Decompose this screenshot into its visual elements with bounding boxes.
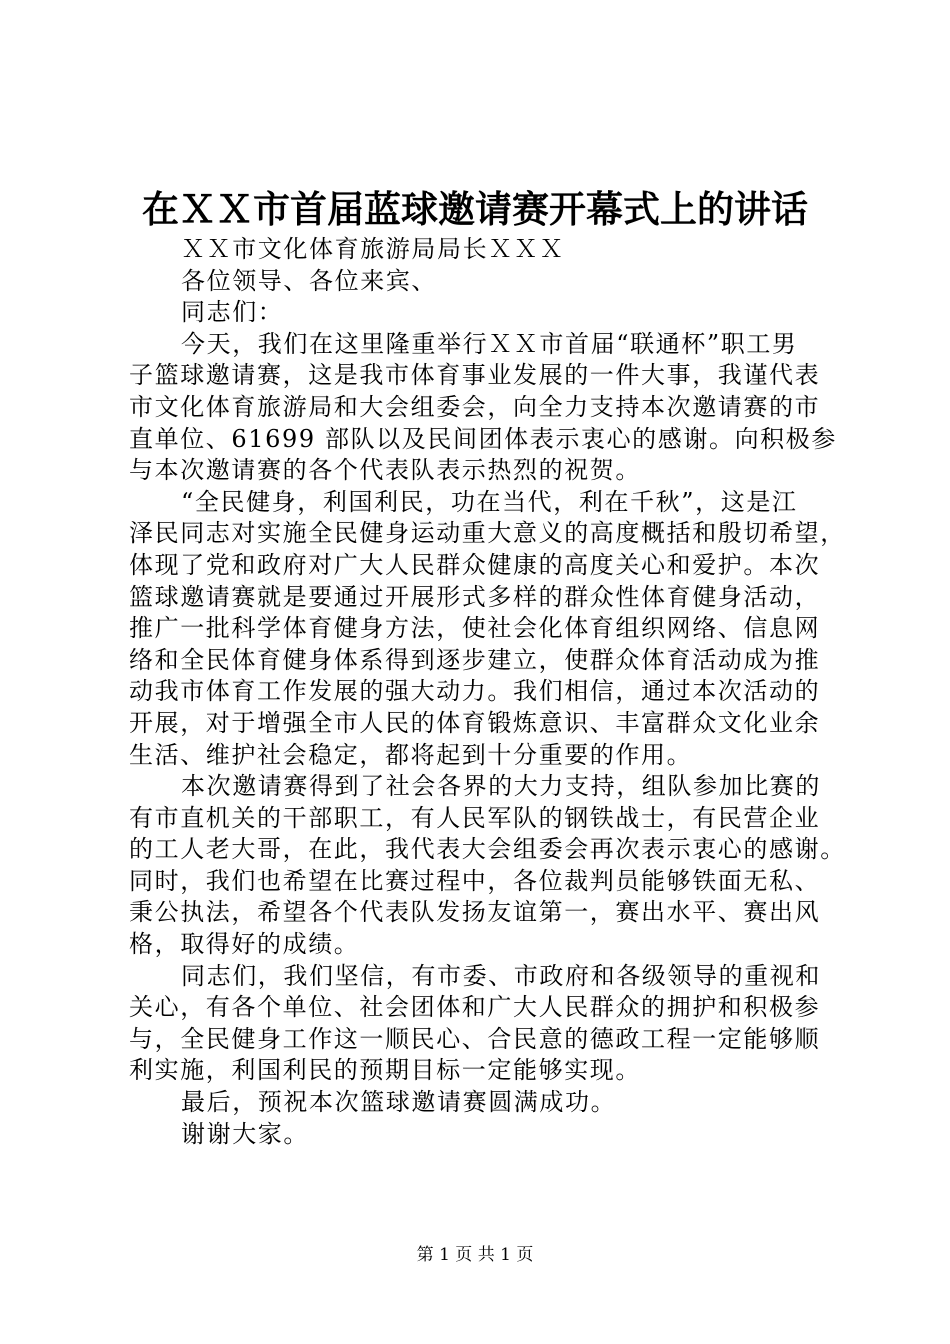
paragraph-line: 子篮球邀请赛，这是我市体育事业发展的一件大事，我谨代表 bbox=[129, 361, 821, 390]
paragraph-line: 与，全民健身工作这一顺民心、合民意的德政工程一定能够顺 bbox=[129, 1024, 821, 1053]
document-body bbox=[129, 234, 846, 1150]
paragraph-line: 的工人老大哥，在此，我代表大会组委会再次表示衷心的感谢。 bbox=[129, 835, 846, 864]
paragraph-line: 生活、维护社会稳定，都将起到十分重要的作用。 bbox=[129, 740, 693, 769]
paragraph-line: 谢谢大家。 bbox=[181, 1119, 309, 1148]
paragraph-line: 同时，我们也希望在比赛过程中，各位裁判员能够铁面无私、 bbox=[129, 866, 821, 895]
paragraph-line: 泽民同志对实施全民健身运动重大意义的高度概括和殷切希望， bbox=[129, 519, 846, 548]
paragraph-line: 有市直机关的干部职工，有人民军队的钢铁战士，有民营企业 bbox=[129, 803, 821, 832]
paragraph-line: 同志们，我们坚信，有市委、市政府和各级领导的重视和 bbox=[181, 961, 821, 990]
paragraph-line: 市文化体育旅游局和大会组委会，向全力支持本次邀请赛的市 bbox=[129, 392, 821, 421]
paragraph-line: 秉公执法，希望各个代表队发扬友谊第一，赛出水平、赛出风 bbox=[129, 898, 821, 927]
paragraph-line: 直单位、61699 部队以及民间团体表示衷心的感谢。向积极参 bbox=[129, 424, 837, 453]
paragraph-line: 今天，我们在这里隆重举行ＸＸ市首届“联通杯”职工男 bbox=[181, 329, 798, 358]
paragraph-line: 最后，预祝本次篮球邀请赛圆满成功。 bbox=[181, 1088, 617, 1117]
page-footer: 第 1 页 共 1 页 bbox=[416, 1245, 534, 1265]
salutation-line: 同志们： bbox=[181, 298, 284, 327]
paragraph-line: 动我市体育工作发展的强大动力。我们相信，通过本次活动的 bbox=[129, 677, 821, 706]
paragraph-line: 本次邀请赛得到了社会各界的大力支持，组队参加比赛的 bbox=[181, 772, 821, 801]
paragraph-line: 篮球邀请赛就是要通过开展形式多样的群众性体育健身活动， bbox=[129, 582, 821, 611]
document-title: 在ＸＸ市首届蓝球邀请赛开幕式上的讲话 bbox=[142, 187, 808, 231]
paragraph-line: 体现了党和政府对广大人民群众健康的高度关心和爱护。本次 bbox=[129, 550, 821, 579]
author-line: ＸＸ市文化体育旅游局局长ＸＸＸ bbox=[181, 235, 565, 263]
paragraph-line: 与本次邀请赛的各个代表队表示热烈的祝贺。 bbox=[129, 456, 641, 485]
paragraph-line: 开展，对于增强全市人民的体育锻炼意识、丰富群众文化业余 bbox=[129, 708, 821, 737]
salutation-line: 各位领导、各位来宾、 bbox=[181, 266, 437, 295]
paragraph-line: 络和全民体育健身体系得到逐步建立，使群众体育活动成为推 bbox=[129, 645, 821, 674]
paragraph-line: 格，取得好的成绩。 bbox=[129, 930, 360, 959]
paragraph-line: 关心，有各个单位、社会团体和广大人民群众的拥护和积极参 bbox=[129, 993, 821, 1022]
paragraph-line: 利实施，利国利民的预期目标一定能够实现。 bbox=[129, 1056, 641, 1085]
paragraph-line: “全民健身，利国利民，功在当代，利在千秋”，这是江 bbox=[181, 487, 798, 516]
paragraph-line: 推广一批科学体育健身方法，使社会化体育组织网络、信息网 bbox=[129, 614, 821, 643]
